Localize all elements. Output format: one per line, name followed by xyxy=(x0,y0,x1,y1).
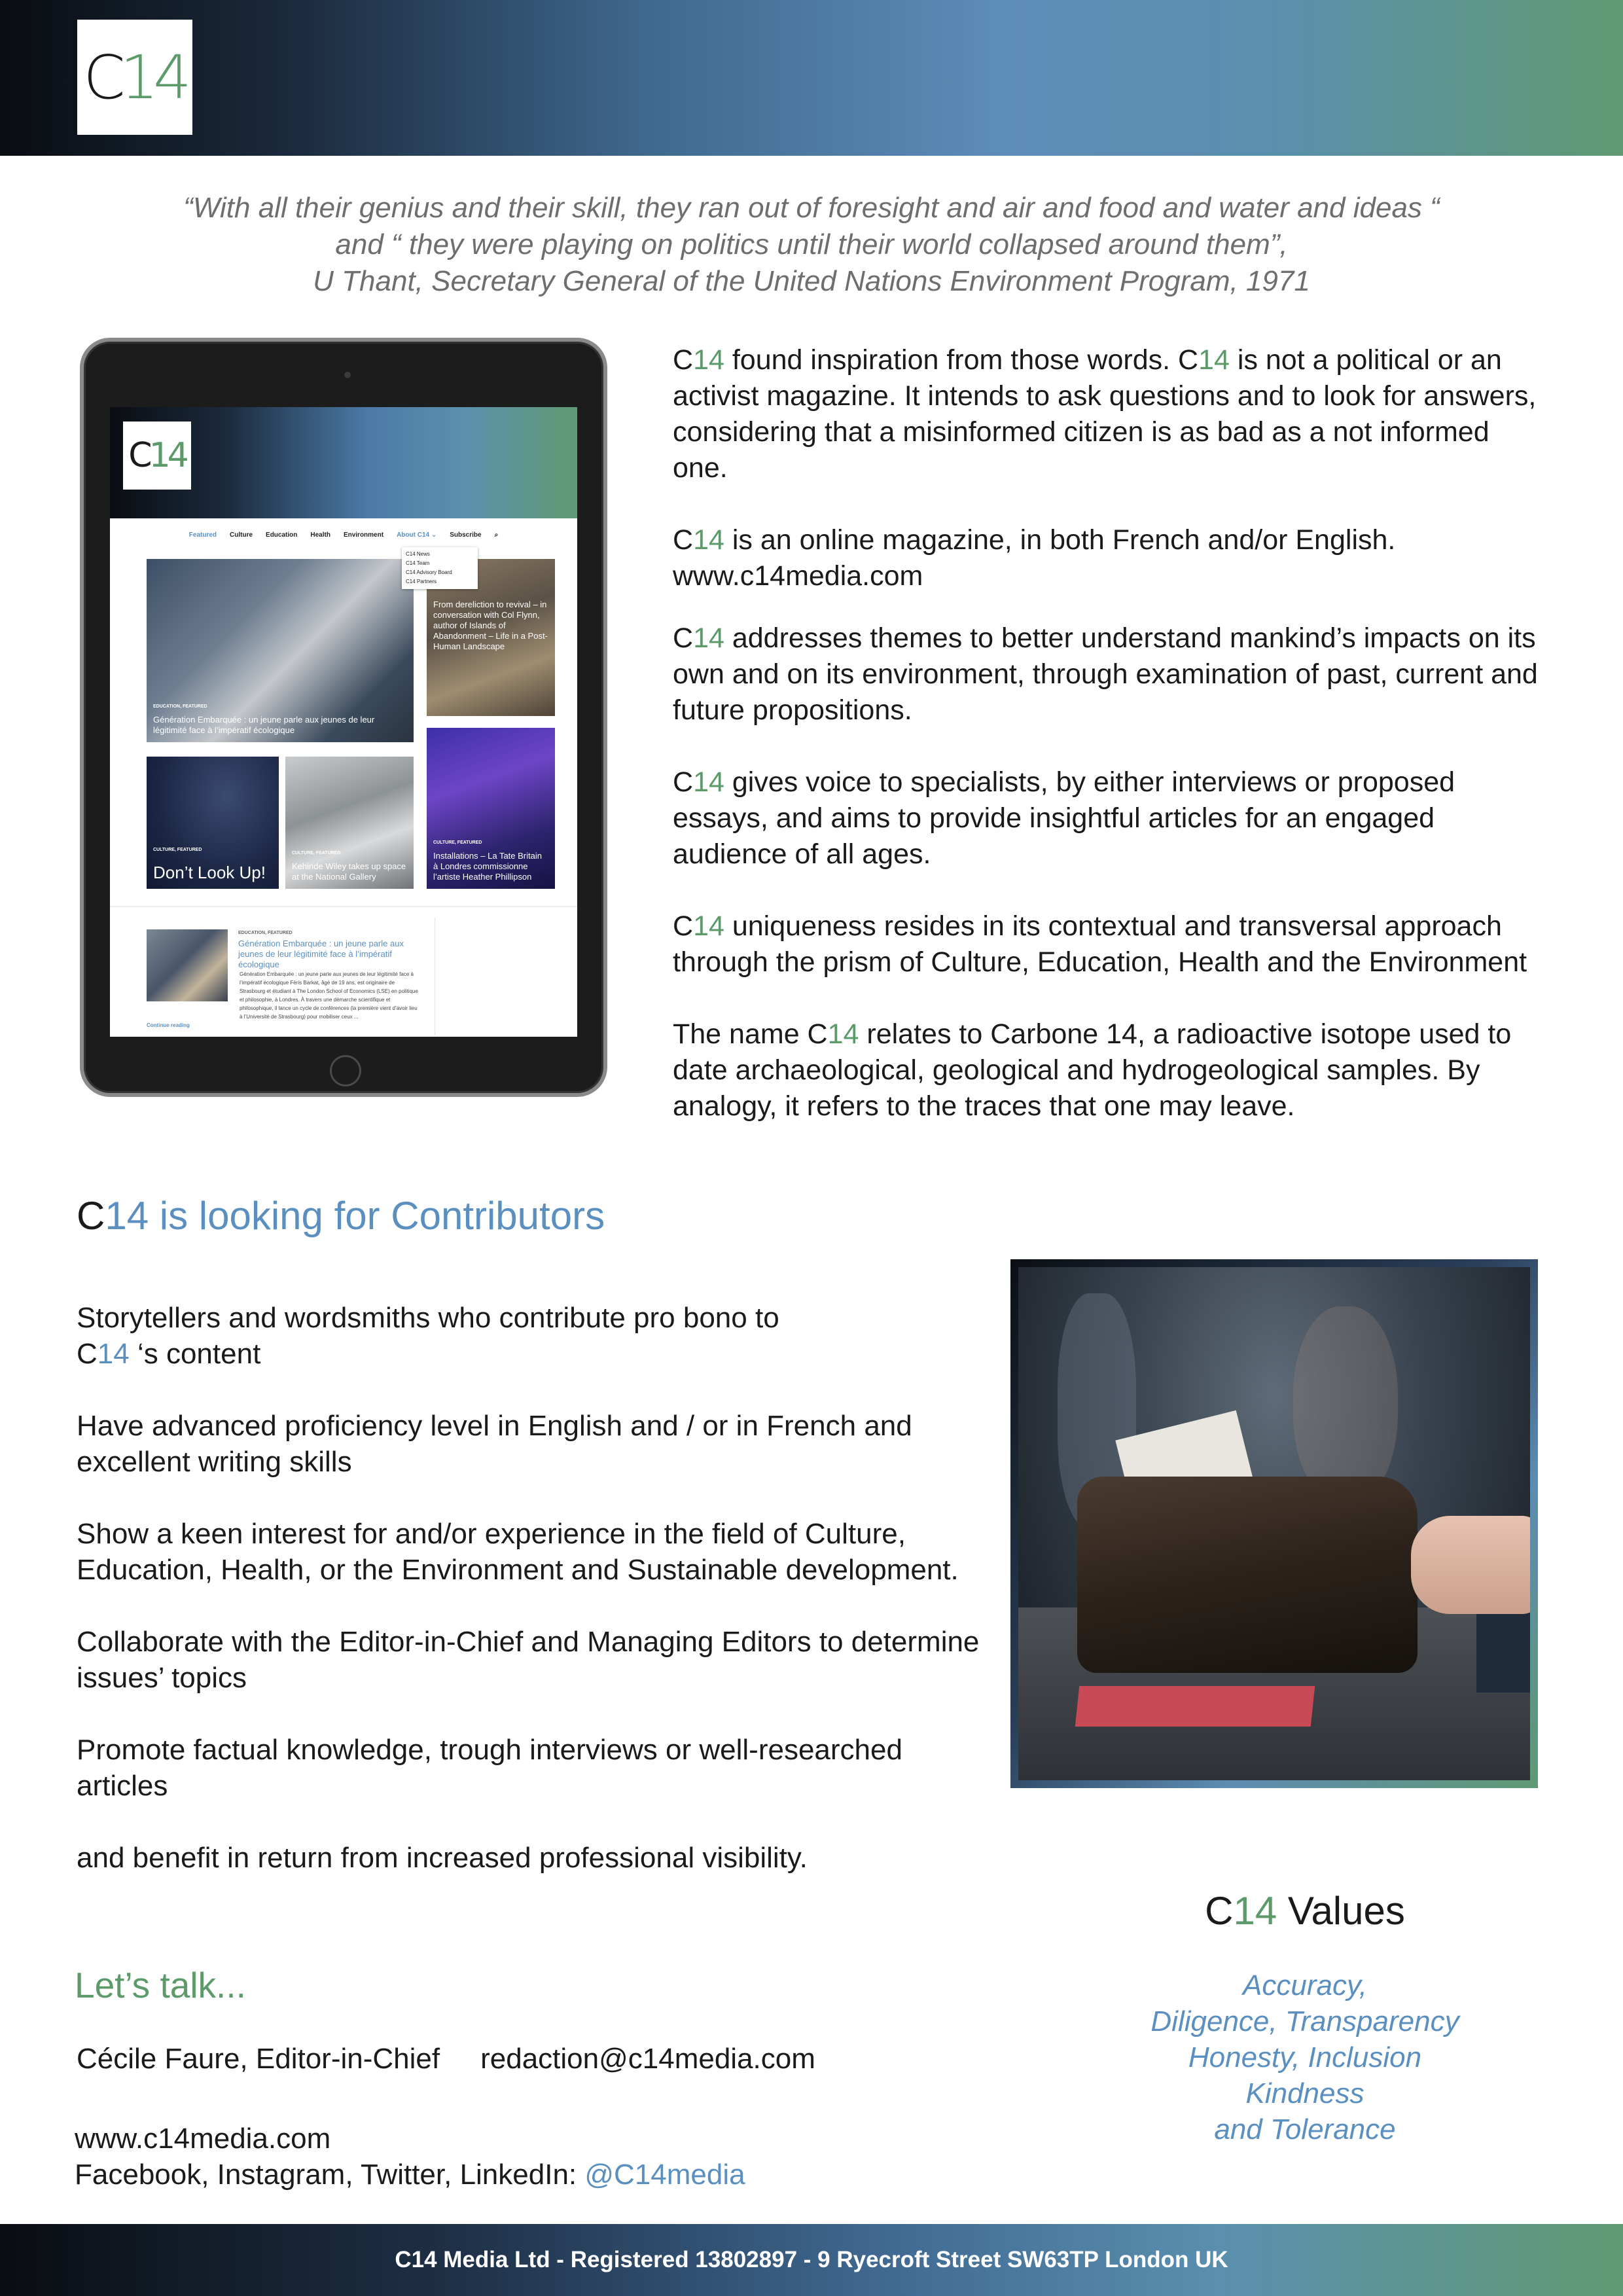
about-paragraph-online: C14 is an online magazine, in both French and/or English. www.c14media.com xyxy=(673,524,1396,592)
contact-row xyxy=(77,2041,815,2077)
contributor-item: Show a keen interest for and/or experience in the field of Culture, Education, Health, or the Environment and Sustainable development. xyxy=(77,1518,959,1586)
nav-education[interactable]: Education xyxy=(266,531,298,539)
website-link[interactable]: www.c14media.com xyxy=(75,2123,331,2155)
nav-subscribe[interactable]: Subscribe xyxy=(450,531,482,539)
value-item: and Tolerance xyxy=(1214,2113,1396,2145)
dropdown-item-partners[interactable]: C14 Partners xyxy=(406,579,437,584)
values-list xyxy=(1010,1967,1599,2147)
about-paragraph-themes: C14 addresses themes to better understand mankind’s impacts on its own and on its environment, through examination of past, current and future propositions. xyxy=(673,622,1538,726)
tile-title: From dereliction to revival – in conversation with Col Flynn, author of Islands of Abandonment – Life in a Post-Human Landscape xyxy=(433,600,548,651)
about-section xyxy=(673,342,1543,1160)
value-item: Diligence, Transparency xyxy=(1150,2005,1459,2037)
search-icon[interactable]: ⌕ xyxy=(494,531,499,539)
continue-reading-link[interactable]: Continue reading xyxy=(147,1022,190,1028)
contributors-heading: C14 is looking for Contributors xyxy=(77,1194,605,1238)
site-nav xyxy=(110,531,577,539)
article-body-text: Génération Embarquée : un jeune parle aux jeunes de leur légitimité face à l’impératif écologique Fèris Barkat, âgé de 19 ans, est originaire de Strasbourg et étudiant à The London School of Economics (LSE) en politique et philosophie, à Londres. À travers une démarche scientifique et philosophique, il lance un cycle de conférences (la première vient d’avoir lieu à l’Université de Strasbourg) pour mobiliser ceux ... xyxy=(240,971,418,1020)
tile-category: CULTURE, FEATURED xyxy=(153,848,202,852)
tile-title: Don’t Look Up! xyxy=(153,863,266,882)
tile-title: Installations – La Tate Britain à Londres commissionne l’artiste Heather Phillipson xyxy=(433,851,542,882)
article-category: EDUCATION, FEATURED xyxy=(238,931,293,935)
email-link[interactable]: redaction@c14media.com xyxy=(480,2043,815,2075)
opening-quote xyxy=(0,190,1623,300)
about-paragraph-inspiration: C14 found inspiration from those words. C14 is not a political or an activist magazine. It intends to ask questions and to look for answers, considering that a misinformed citizen is as bad as a not informed one. xyxy=(673,344,1537,484)
tablet-screen xyxy=(110,407,577,1037)
featured-tile-tate-britain[interactable] xyxy=(427,728,555,889)
nav-culture[interactable]: Culture xyxy=(230,531,253,539)
about-dropdown-menu xyxy=(402,547,478,589)
typewriter-photo-frame xyxy=(1010,1259,1538,1788)
values-heading: C14 Values xyxy=(1205,1889,1405,1933)
contributor-item: Storytellers and wordsmiths who contribute pro bono to C14 ‘s content xyxy=(77,1302,779,1370)
tile-category: CULTURE, FEATURED xyxy=(433,840,482,845)
tile-title: Kehinde Wiley takes up space at the National Gallery xyxy=(292,861,406,882)
social-networks: Facebook, Instagram, Twitter, LinkedIn: xyxy=(75,2159,585,2191)
social-handle-link[interactable]: @C14media xyxy=(584,2159,745,2191)
website-link[interactable]: www.c14media.com xyxy=(673,560,923,592)
value-item: Kindness xyxy=(1245,2077,1364,2109)
quote-attribution: U Thant, Secretary General of the United Nations Environment Program, 1971 xyxy=(313,265,1310,297)
featured-tile-generation[interactable] xyxy=(147,559,414,742)
contributor-item: Promote factual knowledge, trough interviews or well-researched articles xyxy=(77,1734,902,1802)
typewriter-photo xyxy=(1018,1267,1530,1780)
nav-health[interactable]: Health xyxy=(310,531,330,539)
about-paragraph-name: The name C14 relates to Carbone 14, a radioactive isotope used to date archaeological, geological and hydrogeological samples. By analogy, it refers to the traces that one may leave. xyxy=(673,1018,1512,1122)
nav-featured[interactable]: Featured xyxy=(188,531,217,539)
contributor-item: and benefit in return from increased professional visibility. xyxy=(77,1842,808,1874)
about-paragraph-uniqueness: C14 uniqueness resides in its contextual and transversal approach through the prism of Culture, Education, Health and the Environment xyxy=(673,910,1527,978)
site-logo[interactable]: C14 xyxy=(123,422,191,490)
quote-line-1: “With all their genius and their skill, they ran out of foresight and air and food and water and ideas “ xyxy=(183,192,1440,224)
dropdown-item-advisory-board[interactable]: C14 Advisory Board xyxy=(406,569,452,575)
article-title-link[interactable]: Génération Embarquée : un jeune parle aux jeunes de leur légitimité face à l’impératif écologique xyxy=(238,939,404,969)
site-header-banner xyxy=(110,407,577,518)
tile-title: Génération Embarquée : un jeune parle aux jeunes de leur légitimité face à l’impératif écologique xyxy=(153,715,375,735)
lets-talk-heading: Let’s talk... xyxy=(75,1965,246,2005)
contributor-item: Have advanced proficiency level in English and / or in French and excellent writing skills xyxy=(77,1410,912,1478)
company-registration: C14 Media Ltd - Registered 13802897 - 9 Ryecroft Street SW63TP London UK xyxy=(395,2247,1228,2272)
tile-category: CULTURE, FEATURED xyxy=(292,851,341,855)
footer-banner xyxy=(0,2224,1623,2296)
article-excerpt xyxy=(147,970,421,1030)
featured-tile-kehinde-wiley[interactable] xyxy=(285,757,414,889)
dropdown-item-news[interactable]: C14 News xyxy=(406,551,430,557)
nav-about[interactable]: About C14 ⌄ xyxy=(397,531,437,539)
value-item: Honesty, Inclusion xyxy=(1188,2041,1422,2073)
web-and-social xyxy=(75,2121,745,2193)
contributors-list xyxy=(77,1300,980,1912)
tablet-camera xyxy=(344,372,351,378)
value-item: Accuracy, xyxy=(1243,1969,1367,2001)
nav-environment[interactable]: Environment xyxy=(343,531,384,539)
tablet-mockup xyxy=(80,338,607,1097)
c14-logo[interactable] xyxy=(77,20,192,135)
quote-line-2: and “ they were playing on politics until their world collapsed around them”, xyxy=(335,228,1288,260)
header-banner xyxy=(0,0,1623,156)
tile-category: EDUCATION, FEATURED xyxy=(153,704,207,709)
contributor-item: Collaborate with the Editor-in-Chief and Managing Editors to determine issues’ topics xyxy=(77,1626,980,1694)
logo-mark: C14 xyxy=(83,42,187,113)
editor-name: Cécile Faure, Editor-in-Chief xyxy=(77,2043,440,2075)
featured-tile-dont-look-up[interactable] xyxy=(147,757,279,889)
tablet-home-button xyxy=(330,1055,361,1086)
dropdown-item-team[interactable]: C14 Team xyxy=(406,560,430,566)
section-divider xyxy=(110,906,577,907)
about-paragraph-voice: C14 gives voice to specialists, by either interviews or proposed essays, and aims to provide insightful articles for an engaged audience of all ages. xyxy=(673,766,1455,870)
